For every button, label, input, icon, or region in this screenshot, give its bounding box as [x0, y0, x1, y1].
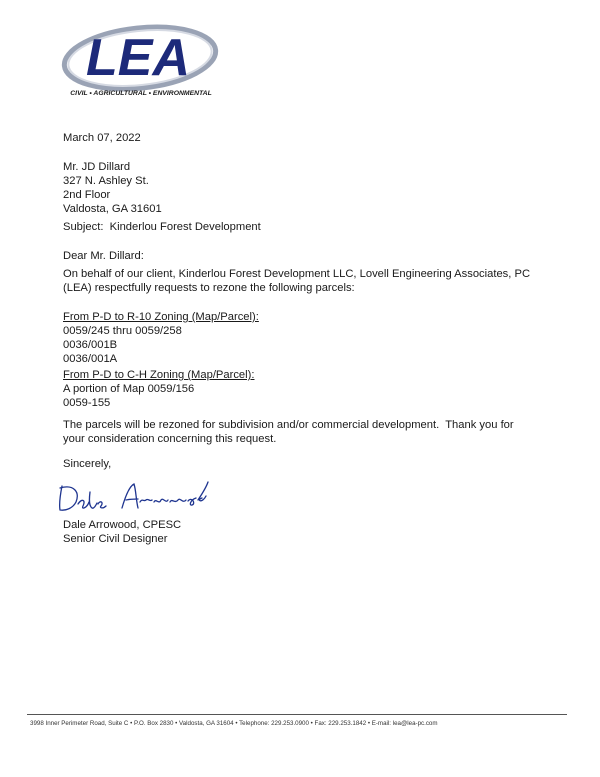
letter-date [63, 131, 533, 145]
signer-name: Dale Arrowood, CPESC [63, 519, 182, 531]
parcel-group-heading: From P-D to R-10 Zoning (Map/Parcel): [63, 311, 259, 323]
parcel-item: 0036/001B [63, 339, 118, 351]
recipient-address [63, 160, 533, 216]
company-logo [60, 20, 220, 102]
signer-title: Senior Civil Designer [63, 533, 168, 545]
recipient-line: Mr. JD Dillard [63, 161, 131, 173]
closing-text: The parcels will be rezoned for subdivision and/or commercial development. Thank you for your consideration concerning this request. [63, 419, 517, 445]
parcel-item: 0036/001A [63, 353, 118, 365]
closing-paragraph [63, 418, 533, 446]
logo-tagline: CIVIL • AGRICULTURAL • ENVIRONMENTAL [70, 90, 212, 97]
sign-off-text: Sincerely, [63, 458, 112, 470]
parcel-group-heading: From P-D to C-H Zoning (Map/Parcel): [63, 369, 255, 381]
recipient-line: Valdosta, GA 31601 [63, 203, 162, 215]
signer-block [63, 518, 533, 546]
handwritten-signature [56, 478, 216, 518]
parcel-item: A portion of Map 0059/156 [63, 383, 195, 395]
parcel-group-ch [63, 368, 533, 410]
salutation-text: Dear Mr. Dillard: [63, 250, 144, 262]
subject-line [63, 220, 533, 234]
footer-contact: 3998 Inner Perimeter Road, Suite C • P.O. Box 2830 • Valdosta, GA 31604 • Telephone: 229.253.0900 • Fax: 229.253.1842 • E-mail: lea@lea-pc.com [30, 720, 438, 727]
salutation [63, 249, 533, 263]
recipient-line: 2nd Floor [63, 189, 111, 201]
logo-wordmark: LEA [86, 29, 190, 87]
subject-text: Subject: Kinderlou Forest Development [63, 221, 261, 233]
intro-paragraph [63, 267, 533, 295]
parcel-item: 0059/245 thru 0059/258 [63, 325, 182, 337]
parcel-group-r10 [63, 310, 533, 366]
date-text: March 07, 2022 [63, 132, 141, 144]
parcel-item: 0059-155 [63, 397, 111, 409]
intro-text: On behalf of our client, Kinderlou Forest Development LLC, Lovell Engineering Associates, PC (LEA) respectfully requests to rezone the following parcels: [63, 268, 531, 294]
sign-off [63, 457, 533, 471]
footer-divider [27, 714, 567, 715]
recipient-line: 327 N. Ashley St. [63, 175, 149, 187]
